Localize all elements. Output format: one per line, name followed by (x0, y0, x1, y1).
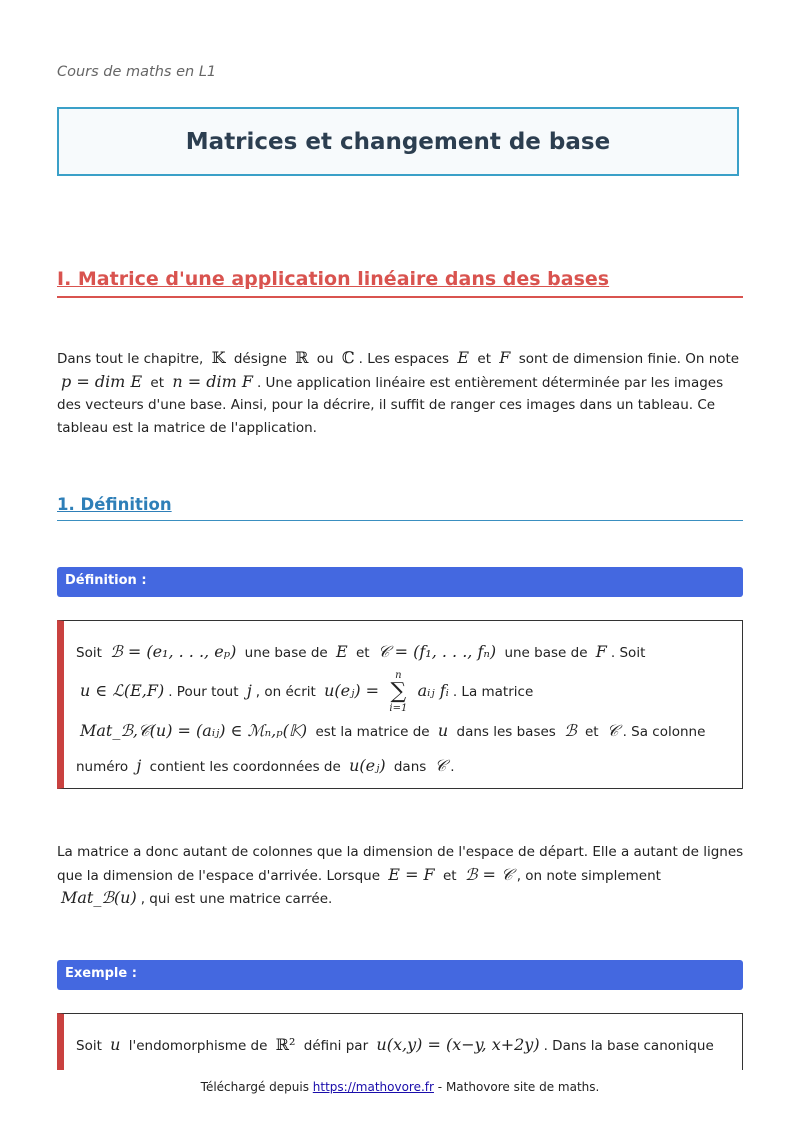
text: une base de (244, 645, 328, 661)
sum-lower-bound: i=1 (389, 703, 408, 714)
text: . Pour tout (168, 684, 239, 700)
math-basis-B: ℬ = (e₁, . . ., eₚ) (110, 642, 237, 661)
text: et (150, 374, 165, 391)
math-F: F (499, 348, 511, 367)
sum-symbol (389, 670, 407, 714)
math-R: ℝ (295, 348, 309, 367)
math-B: ℬ (564, 721, 577, 740)
sigma-glyph: ∑ (390, 679, 407, 704)
footer (0, 1080, 800, 1094)
math-u-in-L: u ∈ ℒ(E,F) (80, 681, 165, 700)
footer-prefix: Téléchargé depuis (200, 1080, 309, 1094)
title-box (57, 107, 739, 176)
text: et (442, 867, 457, 884)
text: contient les coordonnées de (149, 759, 341, 775)
text: . Une application linéaire est entièrement déterminée par les images des vecteurs d'une base. Ainsi, pour la décrire, il suffit de ranger ces images dans un tableau. Ce tableau est la matrice de l'application. (57, 374, 724, 436)
text: . (450, 759, 455, 775)
footer-link[interactable]: https://mathovore.fr (312, 1080, 434, 1094)
math-u: u (437, 721, 449, 740)
math-matrix-def: Mat_ℬ,𝒞(u) = (aᵢⱼ) ∈ ℳₙ,ₚ(𝕂) (80, 721, 308, 740)
math-basis-C: 𝒞 = (f₁, . . ., fₙ) (377, 642, 497, 661)
math-R2: ℝ² (275, 1035, 296, 1054)
text: Soit (76, 645, 102, 661)
math-u: u (110, 1035, 121, 1054)
text: . Les espaces (358, 351, 450, 367)
math-C: 𝒞 (434, 756, 447, 775)
math-C: 𝒞 (606, 721, 619, 740)
math-p-eq: p = dim E (61, 371, 143, 391)
math-u-ej: u(eⱼ) (349, 756, 386, 775)
math-a-f: aᵢⱼ fᵢ (417, 681, 449, 700)
footer-suffix: - Mathovore site de maths. (437, 1080, 600, 1094)
definition-banner: Définition : (57, 567, 743, 597)
math-n-eq: n = dim F (172, 371, 253, 391)
math-F: F (595, 642, 607, 661)
math-C: ℂ (341, 348, 355, 367)
intro-paragraph (57, 347, 747, 439)
math-j: j (246, 681, 252, 700)
text: Dans tout le chapitre, (57, 351, 204, 367)
text: défini par (303, 1038, 369, 1054)
text: est la matrice de (315, 724, 430, 740)
text: désigne (233, 351, 287, 367)
math-u-def: u(x,y) = (x−y, x+2y) (376, 1035, 540, 1054)
math-j: j (136, 756, 142, 775)
course-subtitle: Cours de maths en L1 (57, 64, 217, 80)
math-E: E (336, 642, 348, 661)
sum-upper-bound: n (395, 670, 402, 681)
text: dans les bases (456, 724, 556, 740)
text: une base de (504, 645, 588, 661)
text: . La matrice (452, 684, 534, 700)
text: . Sa colonne numéro (76, 724, 706, 775)
example-box (57, 1013, 743, 1070)
math-K: 𝕂 (211, 348, 226, 367)
text: et (477, 351, 491, 367)
definition-box (57, 620, 743, 789)
page-title: Matrices et changement de base (185, 128, 611, 155)
text: , qui est une matrice carrée. (140, 891, 333, 907)
text: La matrice a donc autant de colonnes que la dimension de l'espace de départ. Elle a autant de lignes que la dimension de l'espace d'arrivée. Lorsque (57, 844, 744, 884)
text: et (355, 645, 370, 661)
subsection-heading: 1. Définition (57, 495, 743, 521)
text: sont de dimension finie. On note (518, 351, 740, 367)
section-heading: I. Matrice d'une application linéaire dans des bases (57, 268, 743, 298)
example-banner: Exemple : (57, 960, 743, 990)
math-u-ej: u(eⱼ) = (324, 681, 380, 700)
math-B-eq-C: ℬ = 𝒞 (464, 864, 513, 884)
text: l'endomorphisme de (128, 1038, 268, 1054)
text: , on écrit (255, 684, 316, 700)
text: Soit (76, 1038, 102, 1054)
text: et (585, 724, 599, 740)
matrix-dimensions-paragraph (57, 841, 747, 911)
text: dans (393, 759, 427, 775)
text: . Dans la base canonique (543, 1038, 714, 1054)
text: . Soit (610, 645, 646, 661)
math-E: E (457, 348, 470, 367)
text: , on note simplement (516, 867, 661, 884)
math-mat-B: Mat_ℬ(u) (61, 888, 137, 907)
math-E-eq-F: E = F (388, 864, 435, 884)
text: ou (316, 351, 334, 367)
